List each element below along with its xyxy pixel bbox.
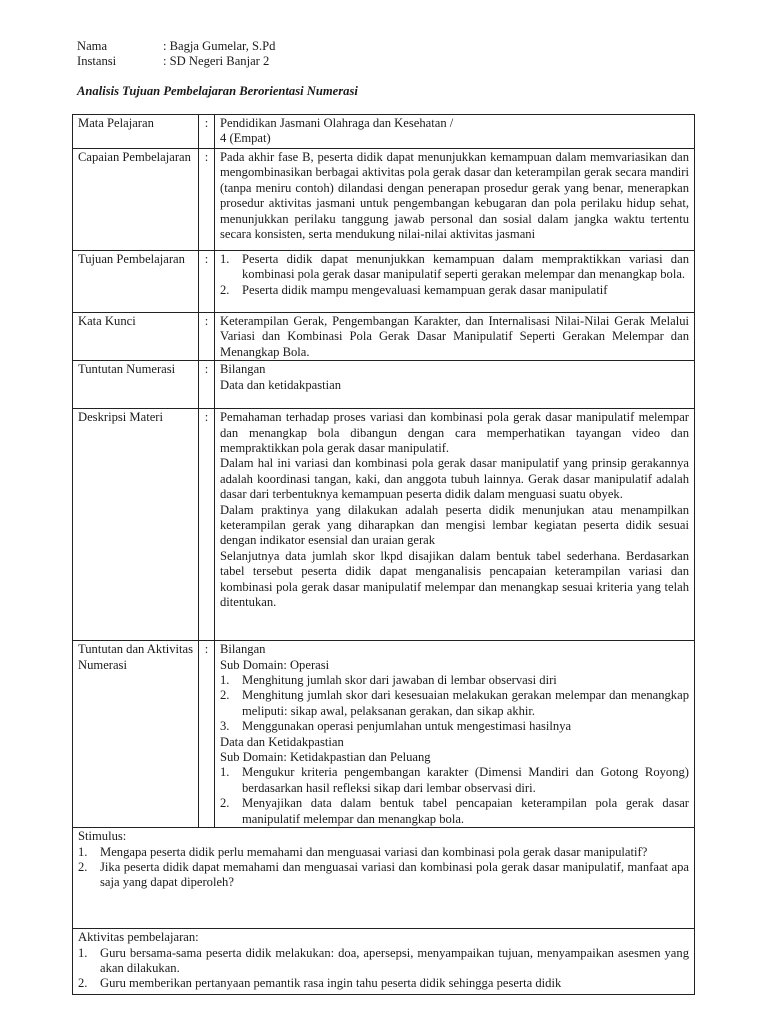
aktivitas-sub2: Sub Domain: Ketidakpastian dan Peluang bbox=[220, 750, 431, 765]
colon: : bbox=[199, 115, 215, 149]
row-capaian-pembelajaran bbox=[73, 149, 695, 251]
colon: : bbox=[199, 251, 215, 313]
aktivitas-line1: Bilangan bbox=[220, 642, 266, 657]
tuntutan-line: Bilangan bbox=[220, 362, 266, 377]
instansi-label: Instansi bbox=[77, 54, 117, 69]
aktivitas-line2: Data dan Ketidakpastian bbox=[220, 734, 344, 749]
list-item: 2. Guru memberikan pertanyaan pemantik rasa ingin tahu peserta didik sehingga peserta didik bbox=[78, 976, 562, 991]
row-deskripsi-materi bbox=[73, 409, 695, 641]
instansi-row bbox=[77, 54, 275, 69]
aktivitas-value bbox=[215, 641, 695, 828]
aktivitas-pembelajaran-label: Aktivitas pembelajaran: bbox=[78, 930, 199, 945]
aktivitas-sub1: Sub Domain: Operasi bbox=[220, 657, 330, 672]
aktivitas-list-1 bbox=[220, 673, 689, 735]
stimulus-label: Stimulus: bbox=[78, 829, 127, 844]
tuntutan-label: Tuntutan Numerasi bbox=[73, 361, 199, 409]
list-item: 2. Jika peserta didik dapat memahami dan menguasai variasi dan kombinasi pola gerak dasar manipulatif, manfaat apa saja yang dapat diperoleh? bbox=[78, 859, 689, 890]
colon: : bbox=[199, 361, 215, 409]
tujuan-value bbox=[215, 251, 695, 313]
document-header bbox=[77, 39, 275, 70]
analysis-table bbox=[72, 114, 695, 995]
stimulus-list bbox=[78, 845, 689, 891]
row-aktivitas-pembelajaran bbox=[73, 929, 695, 995]
aktivitas-pembelajaran-cell bbox=[73, 929, 695, 995]
list-item: 1. Menghitung jumlah skor dari jawaban di lembar observasi diri bbox=[220, 673, 557, 688]
colon: : bbox=[199, 313, 215, 361]
deskripsi-label: Deskripsi Materi bbox=[73, 409, 199, 641]
deskripsi-value bbox=[215, 409, 695, 641]
row-tuntutan-numerasi bbox=[73, 361, 695, 409]
deskripsi-paragraph: Dalam praktinya yang dilakukan adalah peserta didik menunjukan atau menampilkan keterampilan gerak yang diharapkan dan mengisi lembar kegiatan peserta didik sesuai dengan indikator esensial dan uraian gerak bbox=[220, 502, 689, 548]
aktivitas-pembelajaran-list bbox=[78, 946, 689, 992]
document-title: Analisis Tujuan Pembelajaran Berorientasi Numerasi bbox=[77, 84, 358, 98]
aktivitas-label: Tuntutan dan Aktivitas Numerasi bbox=[73, 641, 199, 828]
instansi-value: : SD Negeri Banjar 2 bbox=[163, 54, 270, 69]
deskripsi-paragraph: Dalam hal ini variasi dan kombinasi pola gerak dasar manipulatif yang prinsip gerakannya adalah koordinasi tangan, kaki, dan anggota tubuh lainnya. Gerak dasar manipulatif adalah dasar dari terbentuknya kemampuan peserta didik dalam menguasi suatu obyek. bbox=[220, 456, 689, 502]
mata-pelajaran-value-line2: 4 (Empat) bbox=[220, 131, 271, 146]
colon: : bbox=[199, 149, 215, 251]
row-tujuan-pembelajaran bbox=[73, 251, 695, 313]
capaian-value: Pada akhir fase B, peserta didik dapat menunjukkan kemampuan dalam memvariasikan dan mengombinasikan berbagai aktivitas pola gerak dasar dan keterampilan gerak secara mandiri (tanpa meniru contoh) dilandasi dengan penerapan prosedur gerak yang benar, menerapkan prosedur aktivitas jasmani untuk pengembangan kebugaran dan pola perilaku hidup sehat, menunjukkan perilaku tanggung jawab personal dan sosial dalam jangka waktu tertentu secara konsisten, serta mendukung nilai-nilai aktivitas jasmani bbox=[215, 149, 695, 251]
stimulus-cell bbox=[73, 828, 695, 929]
row-stimulus bbox=[73, 828, 695, 929]
tuntutan-value bbox=[215, 361, 695, 409]
colon: : bbox=[199, 641, 215, 828]
list-item: 1. Peserta didik dapat menunjukkan kemampuan dalam mempraktikkan variasi dan kombinasi pola gerak dasar manipulatif seperti gerakan melempar dan menangkap bola. bbox=[220, 252, 689, 282]
list-item: 2. Menyajikan data dalam bentuk tabel pencapaian keterampilan pola gerak dasar manipulatif melempar dan menangkap bola. bbox=[220, 796, 689, 826]
list-item: 1. Mengukur kriteria pengembangan karakter (Dimensi Mandiri dan Gotong Royong) berdasarkan hasil refleksi sikap dari lembar observasi diri. bbox=[220, 765, 689, 795]
tujuan-list bbox=[220, 252, 689, 298]
colon: : bbox=[199, 409, 215, 641]
tujuan-label: Tujuan Pembelajaran bbox=[73, 251, 199, 313]
mata-pelajaran-label: Mata Pelajaran bbox=[73, 115, 199, 149]
aktivitas-list-2 bbox=[220, 765, 689, 827]
list-item: 3. Menggunakan operasi penjumlahan untuk mengestimasi hasilnya bbox=[220, 719, 572, 734]
nama-label: Nama bbox=[77, 39, 108, 53]
list-item: 2. Peserta didik mampu mengevaluasi kemampuan gerak dasar manipulatif bbox=[220, 282, 608, 297]
mata-pelajaran-value-line1: Pendidikan Jasmani Olahraga dan Kesehatan / bbox=[220, 116, 454, 130]
mata-pelajaran-value bbox=[215, 115, 695, 149]
deskripsi-paragraph: Selanjutnya data jumlah skor lkpd disajikan dalam bentuk tabel sederhana. Berdasarkan tabel tersebut peserta didik dapat menganalisis pencapaian keterampilan variasi dan kombinasi pola gerak dasar manipulatif melempar dan menangkap sesuai kriteria yang telah ditentukan. bbox=[220, 548, 689, 610]
row-kata-kunci bbox=[73, 313, 695, 361]
nama-value: : Bagja Gumelar, S.Pd bbox=[163, 39, 276, 53]
capaian-label: Capaian Pembelajaran bbox=[73, 149, 199, 251]
nama-row bbox=[77, 39, 275, 54]
kata-kunci-value: Keterampilan Gerak, Pengembangan Karakter, dan Internalisasi Nilai-Nilai Gerak Melalui Variasi dan Kombinasi Pola Gerak Dasar Manipulatif Seperti Gerakan Melempar dan Menangkap Bola. bbox=[215, 313, 695, 361]
list-item: 1. Mengapa peserta didik perlu memahami dan menguasai variasi dan kombinasi pola gerak dasar manipulatif? bbox=[78, 844, 648, 859]
kata-kunci-label: Kata Kunci bbox=[73, 313, 199, 361]
row-tuntutan-aktivitas bbox=[73, 641, 695, 828]
tuntutan-line: Data dan ketidakpastian bbox=[220, 377, 341, 392]
deskripsi-paragraph: Pemahaman terhadap proses variasi dan kombinasi pola gerak dasar manipulatif melempar dan menangkap bola dibangun dengan cara memperhatikan tayangan video dan mempraktikkan pola gerak dasar manipulatif. bbox=[220, 410, 689, 456]
row-mata-pelajaran bbox=[73, 115, 695, 149]
list-item: 1. Guru bersama-sama peserta didik melakukan: doa, apersepsi, menyampaikan tujuan, menyampaikan asesmen yang akan dilakukan. bbox=[78, 945, 689, 975]
list-item: 2. Menghitung jumlah skor dari kesesuaian melakukan gerakan melempar dan menangkap meliputi: sikap awal, pelaksanan gerakan, dan sikap akhir. bbox=[220, 688, 689, 718]
